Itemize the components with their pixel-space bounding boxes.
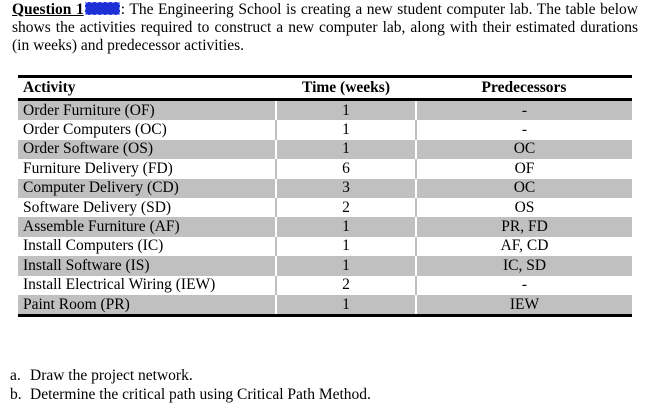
- table-row: [18, 159, 632, 178]
- time-cell: 3: [276, 179, 416, 198]
- time-cell: 1: [276, 120, 416, 139]
- task-marker: a.: [10, 367, 21, 384]
- predecessors-cell: OS: [416, 198, 632, 217]
- header-time: Time (weeks): [302, 79, 390, 96]
- time-cell: 2: [276, 198, 416, 217]
- activity-cell: Install Computers (IC): [18, 237, 276, 256]
- table-header-row: [18, 77, 632, 100]
- time-cell: 1: [276, 295, 416, 316]
- table-row: [18, 120, 632, 139]
- table-row: [18, 179, 632, 198]
- activity-table: [18, 75, 632, 317]
- activity-cell: Paint Room (PR): [18, 295, 276, 316]
- time-cell: 1: [276, 100, 416, 121]
- time-cell: 1: [276, 237, 416, 256]
- predecessors-cell: PR, FD: [416, 217, 632, 236]
- activity-cell: Install Electrical Wiring (IEW): [18, 276, 276, 295]
- time-cell: 2: [276, 276, 416, 295]
- table-row: [18, 217, 632, 236]
- task-item: [10, 366, 371, 385]
- question-intro: [12, 1, 638, 55]
- table-row: [18, 276, 632, 295]
- activity-cell: Order Software (OS): [18, 140, 276, 159]
- task-marker: b.: [10, 386, 22, 403]
- time-cell: 1: [276, 140, 416, 159]
- task-text: Draw the project network.: [30, 367, 193, 384]
- task-text: Determine the critical path using Critical Path Method.: [30, 386, 371, 403]
- predecessors-cell: -: [416, 276, 632, 295]
- activity-cell: Software Delivery (SD): [18, 198, 276, 217]
- time-cell: 6: [276, 159, 416, 178]
- predecessors-cell: IC, SD: [416, 256, 632, 275]
- activity-cell: Assemble Furniture (AF): [18, 217, 276, 236]
- predecessors-cell: OC: [416, 140, 632, 159]
- predecessors-cell: -: [416, 120, 632, 139]
- predecessors-cell: AF, CD: [416, 237, 632, 256]
- header-predecessors: Predecessors: [481, 79, 567, 96]
- activity-cell: Order Computers (OC): [18, 120, 276, 139]
- activity-cell: Furniture Delivery (FD): [18, 159, 276, 178]
- task-list: [10, 366, 371, 404]
- table-row: [18, 237, 632, 256]
- activity-cell: Computer Delivery (CD): [18, 179, 276, 198]
- table-row: [18, 256, 632, 275]
- predecessors-cell: OF: [416, 159, 632, 178]
- predecessors-cell: IEW: [416, 295, 632, 316]
- time-cell: 1: [276, 256, 416, 275]
- redacted-mark: [85, 2, 120, 15]
- question-label: Question 1: [12, 1, 84, 18]
- time-cell: 1: [276, 217, 416, 236]
- table-row: [18, 100, 632, 121]
- activity-cell: Install Software (IS): [18, 256, 276, 275]
- table-row: [18, 198, 632, 217]
- question-text: : The Engineering School is creating a new student computer lab. The table below shows the activities required to construct a new computer lab, along with their estimated durations (in weeks) and predecessor activities.: [12, 1, 638, 54]
- header-activity: Activity: [23, 79, 76, 96]
- task-item: [10, 385, 371, 404]
- predecessors-cell: -: [416, 100, 632, 121]
- activity-cell: Order Furniture (OF): [18, 100, 276, 121]
- table-row: [18, 295, 632, 316]
- predecessors-cell: OC: [416, 179, 632, 198]
- table-row: [18, 140, 632, 159]
